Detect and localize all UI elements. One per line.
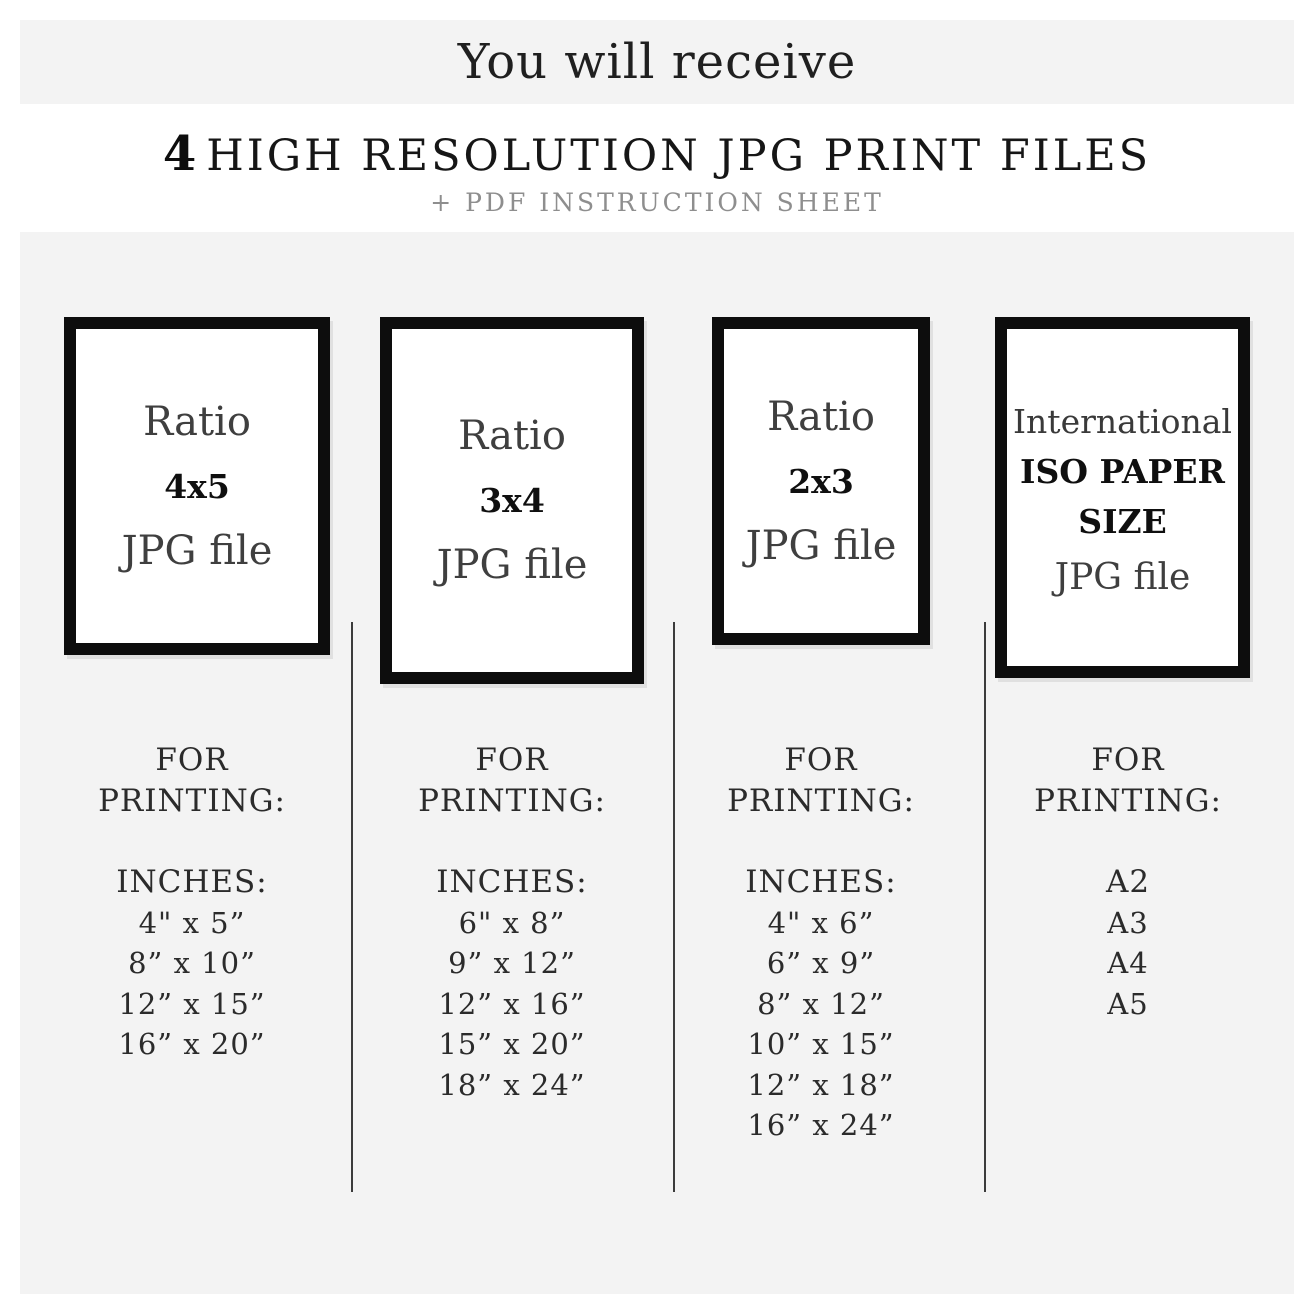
content-panel <box>20 232 1294 1294</box>
size-item: A5 <box>1107 986 1149 1021</box>
column-sizes-4x5 <box>42 740 342 1065</box>
size-item: 12” x 15” <box>118 986 266 1021</box>
inches-label: INCHES: <box>116 864 268 900</box>
for-printing-label: FOR PRINTING: <box>98 742 286 819</box>
intro-section <box>0 104 1314 232</box>
size-item: 6" x 8” <box>458 905 566 940</box>
frame-ratio-4x5 <box>64 317 330 655</box>
frame-ratio-2x3 <box>712 317 930 645</box>
frame-international-label: International <box>1013 401 1232 441</box>
frame-file-label: JPG file <box>436 542 588 588</box>
main-headline <box>0 126 1314 182</box>
size-item: 8” x 10” <box>128 946 256 980</box>
size-list <box>42 862 342 1065</box>
size-item: 16” x 24” <box>747 1108 895 1142</box>
frame-iso-paper-size <box>995 317 1250 678</box>
frame-ratio-label: Ratio <box>143 398 251 445</box>
for-printing-label: FOR PRINTING: <box>727 742 915 819</box>
column-divider <box>351 622 353 1192</box>
file-count: 4 <box>162 126 197 182</box>
size-item: 18” x 24” <box>438 1067 586 1102</box>
frame-iso-paper-label: ISO PAPER <box>1020 451 1225 491</box>
inches-label: INCHES: <box>436 864 588 900</box>
size-item: 12” x 16” <box>438 986 586 1021</box>
frame-ratio-label: Ratio <box>767 393 875 440</box>
header-banner <box>20 20 1294 104</box>
sub-headline: + PDF INSTRUCTION SHEET <box>430 188 884 217</box>
frame-file-label: JPG file <box>1054 556 1191 598</box>
frame-ratio-value: 2x3 <box>788 461 854 501</box>
frame-file-label: JPG file <box>745 522 897 569</box>
size-list <box>978 862 1278 1024</box>
size-item: 4" x 6” <box>767 905 875 940</box>
column-sizes-iso <box>978 740 1278 1024</box>
frame-file-label: JPG file <box>121 527 273 574</box>
for-printing-label: FOR PRINTING: <box>1034 742 1222 819</box>
frame-ratio-3x4 <box>380 317 644 684</box>
size-item: 10” x 15” <box>747 1027 895 1061</box>
size-item: 15” x 20” <box>438 1027 586 1061</box>
size-item: A4 <box>1107 946 1149 980</box>
header-title: You will receive <box>457 34 857 90</box>
headline-text: HIGH RESOLUTION JPG PRINT FILES <box>206 131 1152 181</box>
for-printing-label: FOR PRINTING: <box>418 742 606 819</box>
size-item: A2 <box>1105 864 1151 900</box>
frame-ratio-value: 4x5 <box>164 466 230 506</box>
size-item: A3 <box>1107 905 1149 940</box>
inches-label: INCHES: <box>745 864 897 900</box>
frame-size-label: SIZE <box>1078 501 1167 541</box>
size-list <box>362 862 662 1105</box>
size-item: 6” x 9” <box>766 946 876 980</box>
size-item: 16” x 20” <box>118 1027 266 1061</box>
size-item: 9” x 12” <box>448 946 576 980</box>
size-item: 8” x 12” <box>757 986 885 1021</box>
frame-ratio-label: Ratio <box>458 413 566 459</box>
column-sizes-2x3 <box>671 740 971 1146</box>
size-list <box>671 862 971 1146</box>
frame-ratio-value: 3x4 <box>479 481 545 520</box>
size-item: 12” x 18” <box>747 1067 895 1102</box>
column-sizes-3x4 <box>362 740 662 1105</box>
size-item: 4" x 5” <box>138 905 246 940</box>
